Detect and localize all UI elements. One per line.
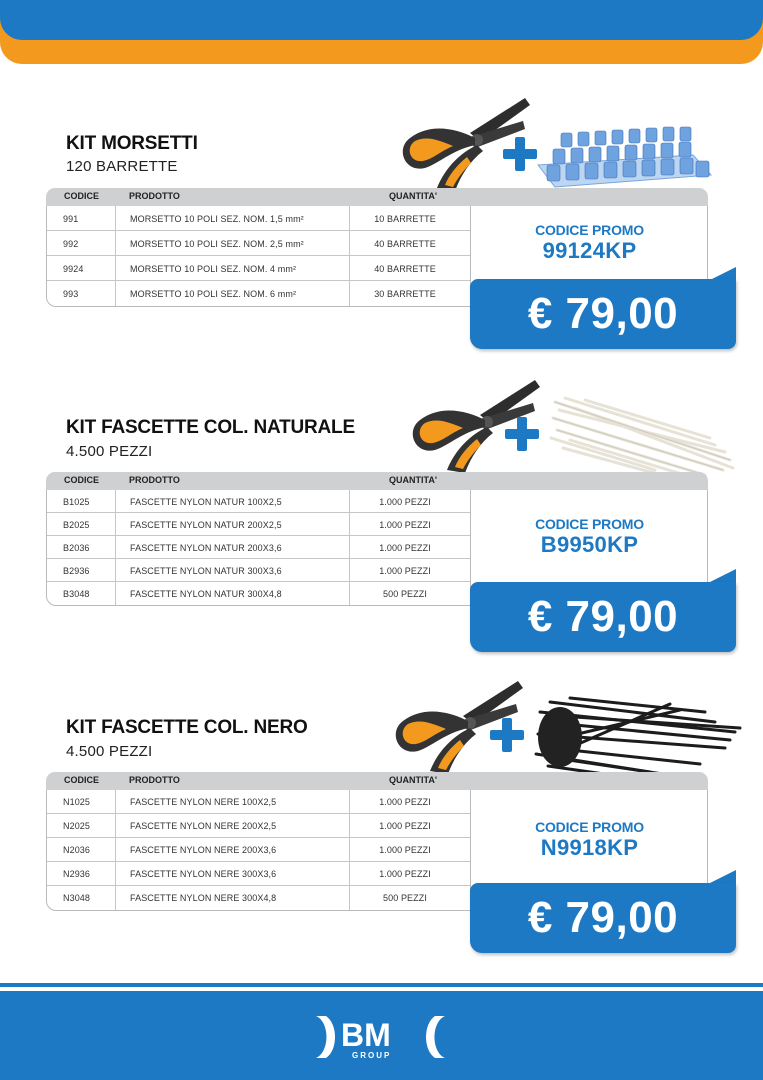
- price-box: [470, 883, 736, 953]
- cell-prodotto: FASCETTE NYLON NATUR 200X3,6: [130, 543, 282, 553]
- cell-quantita: 500 PEZZI: [383, 893, 427, 903]
- cell-prodotto: FASCETTE NYLON NERE 300X3,6: [130, 869, 277, 879]
- cell-prodotto: FASCETTE NYLON NERE 300X4,8: [130, 893, 277, 903]
- table-row: [47, 490, 470, 513]
- table-row: [47, 206, 470, 231]
- header-quantita: QUANTITA': [389, 775, 437, 785]
- table-row: [47, 256, 470, 281]
- plus-icon: [503, 137, 537, 171]
- cell-prodotto: FASCETTE NYLON NATUR 200X2,5: [130, 520, 282, 530]
- kit-title: KIT FASCETTE COL. NERO: [66, 717, 308, 738]
- header-prodotto: PRODOTTO: [129, 775, 180, 785]
- cell-quantita: 1.000 PEZZI: [379, 566, 431, 576]
- price-box: [470, 279, 736, 349]
- cell-codice: N2936: [63, 869, 91, 879]
- header-prodotto: PRODOTTO: [129, 475, 180, 485]
- cell-quantita: 1.000 PEZZI: [379, 797, 431, 807]
- table-row: [47, 838, 470, 862]
- cell-prodotto: MORSETTO 10 POLI SEZ. NOM. 6 mm²: [130, 289, 297, 299]
- cell-codice: N1025: [63, 797, 91, 807]
- cell-codice: B3048: [63, 589, 90, 599]
- header-codice: CODICE: [64, 475, 100, 485]
- cell-codice: B2036: [63, 543, 90, 553]
- cell-codice: 991: [63, 214, 79, 224]
- cell-quantita: 40 BARRETTE: [374, 264, 436, 274]
- promo-label: CODICE PROMO: [535, 222, 644, 238]
- table-row: [47, 281, 470, 306]
- table-header: [46, 188, 708, 206]
- cell-quantita: 1.000 PEZZI: [379, 497, 431, 507]
- promo-code: 99124KP: [542, 238, 637, 263]
- table-row: [47, 814, 470, 838]
- price-text: € 79,00: [527, 289, 679, 338]
- price-box: [470, 582, 736, 652]
- table-header: [46, 772, 708, 790]
- cell-prodotto: MORSETTO 10 POLI SEZ. NOM. 1,5 mm²: [130, 214, 304, 224]
- cell-quantita: 40 BARRETTE: [374, 239, 436, 249]
- corner-accent: [708, 569, 736, 583]
- header-prodotto: PRODOTTO: [129, 191, 180, 201]
- cell-prodotto: FASCETTE NYLON NERE 200X2,5: [130, 821, 277, 831]
- bm-group-logo: [308, 1012, 453, 1062]
- table-body: [46, 490, 471, 606]
- cell-codice: N2025: [63, 821, 91, 831]
- kit-subtitle: 4.500 PEZZI: [66, 443, 153, 460]
- cell-quantita: 1.000 PEZZI: [379, 845, 431, 855]
- footer-divider: [0, 983, 763, 987]
- cell-codice: B2025: [63, 520, 90, 530]
- promo-label: CODICE PROMO: [535, 516, 644, 532]
- kit-subtitle: 4.500 PEZZI: [66, 743, 153, 760]
- header-codice: CODICE: [64, 775, 100, 785]
- header-quantita: QUANTITA': [389, 475, 437, 485]
- logo-text: BM: [341, 1017, 391, 1053]
- cable-ties-natural-icon: [545, 390, 735, 480]
- cell-prodotto: FASCETTE NYLON NATUR 300X3,6: [130, 566, 282, 576]
- table-row: [47, 536, 470, 559]
- cell-prodotto: MORSETTO 10 POLI SEZ. NOM. 2,5 mm²: [130, 239, 304, 249]
- plus-icon: [505, 417, 539, 451]
- plus-icon: [490, 718, 524, 752]
- logo-subtext: GROUP: [352, 1051, 392, 1060]
- price-text: € 79,00: [527, 893, 679, 942]
- cell-prodotto: FASCETTE NYLON NERE 200X3,6: [130, 845, 277, 855]
- cell-codice: 992: [63, 239, 79, 249]
- cell-quantita: 10 BARRETTE: [374, 214, 436, 224]
- cell-prodotto: MORSETTO 10 POLI SEZ. NOM. 4 mm²: [130, 264, 297, 274]
- cell-codice: 9924: [63, 264, 84, 274]
- kit-title: KIT FASCETTE COL. NATURALE: [66, 417, 355, 438]
- header-codice: CODICE: [64, 191, 100, 201]
- cell-quantita: 1.000 PEZZI: [379, 869, 431, 879]
- cell-quantita: 1.000 PEZZI: [379, 520, 431, 530]
- kit-title: KIT MORSETTI: [66, 133, 198, 154]
- promo-label: CODICE PROMO: [535, 819, 644, 835]
- cell-codice: B2936: [63, 566, 90, 576]
- table-row: [47, 790, 470, 814]
- cell-codice: B1025: [63, 497, 90, 507]
- cell-quantita: 1.000 PEZZI: [379, 543, 431, 553]
- kit-subtitle: 120 BARRETTE: [66, 158, 178, 175]
- cell-quantita: 30 BARRETTE: [374, 289, 436, 299]
- cell-codice: N3048: [63, 893, 91, 903]
- cell-prodotto: FASCETTE NYLON NATUR 100X2,5: [130, 497, 282, 507]
- corner-accent: [708, 870, 736, 884]
- table-row: [47, 886, 470, 910]
- terminal-block-icon: [533, 125, 718, 195]
- promo-code: B9950KP: [540, 532, 639, 557]
- cell-quantita: 500 PEZZI: [383, 589, 427, 599]
- cell-prodotto: FASCETTE NYLON NERE 100X2,5: [130, 797, 277, 807]
- header-quantita: QUANTITA': [389, 191, 437, 201]
- table-body: [46, 790, 471, 911]
- table-body: [46, 206, 471, 307]
- table-row: [47, 862, 470, 886]
- header-blue-bar: [0, 0, 763, 40]
- table-row: [47, 559, 470, 582]
- cell-prodotto: FASCETTE NYLON NATUR 300X4,8: [130, 589, 282, 599]
- cell-quantita: 1.000 PEZZI: [379, 821, 431, 831]
- cable-ties-black-icon: [530, 692, 742, 784]
- promo-code: N9918KP: [540, 835, 639, 860]
- price-text: € 79,00: [527, 592, 679, 641]
- table-row: [47, 582, 470, 605]
- cell-codice: 993: [63, 289, 79, 299]
- table-header: [46, 472, 708, 490]
- cell-codice: N2036: [63, 845, 91, 855]
- table-row: [47, 513, 470, 536]
- table-row: [47, 231, 470, 256]
